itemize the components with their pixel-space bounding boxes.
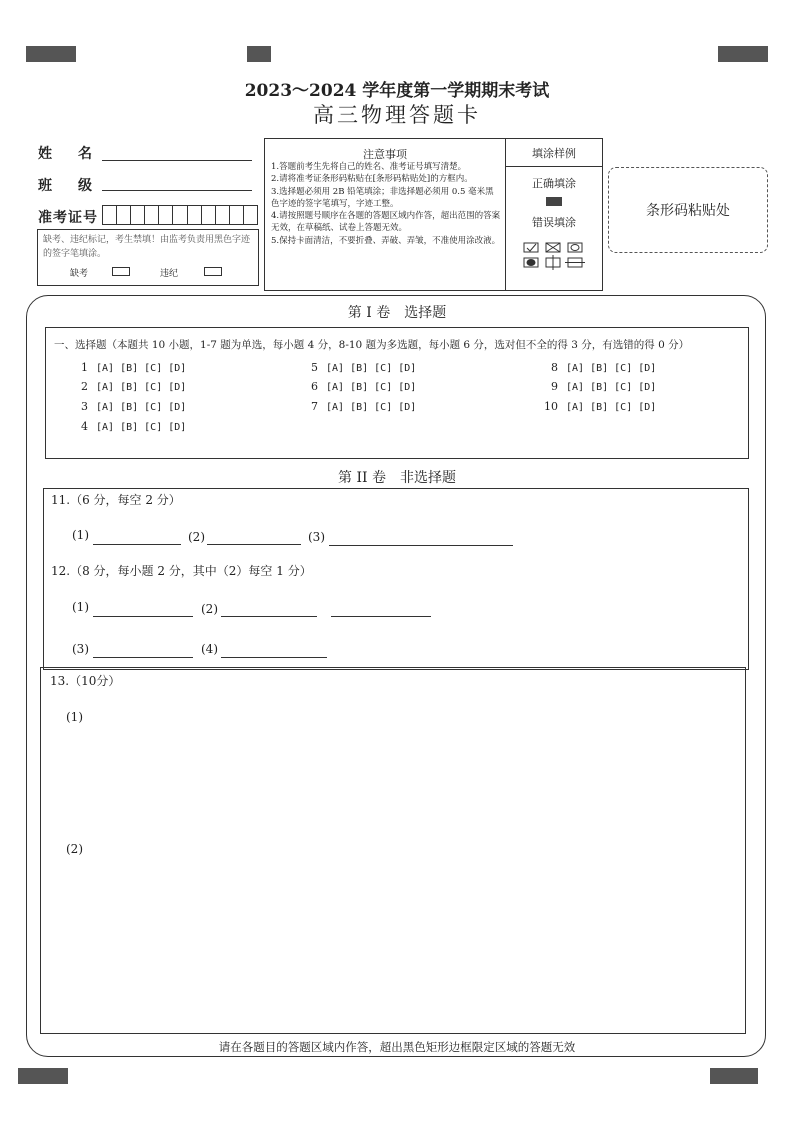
choice-number: 9: [551, 380, 558, 393]
choice-number: 2: [81, 380, 88, 393]
notice-items: [271, 161, 501, 247]
choice-options[interactable]: [A] [B] [C] [D]: [566, 363, 657, 374]
choice-number: 1: [81, 361, 88, 374]
wrong-fill-samples: [506, 239, 602, 273]
q13-part1-label: (1): [66, 710, 83, 724]
q11-blank1-label: (1): [72, 528, 89, 542]
q13-part2-label: (2): [66, 842, 83, 856]
q12-blank3[interactable]: [93, 657, 193, 658]
correct-fill-label: 正确填涂: [532, 177, 576, 190]
exam-id-label: 准考证号: [38, 210, 98, 226]
wrong-fill-label: 错误填涂: [532, 216, 576, 229]
choice-number: 6: [311, 380, 318, 393]
notice-item-1: 1.答题前考生先将自己的姓名、准考证号填写清楚。: [271, 162, 467, 172]
exam-id-cell[interactable]: [159, 206, 173, 224]
choice-number: 7: [311, 400, 318, 413]
name-field[interactable]: [102, 160, 252, 161]
choice-instruction: 一、选择题（本题共 10 小题，1-7 题为单选，每小题 4 分，8-10 题为多选题，每小题 6 分，选对但不全的得 3 分，有选错的得 0 分）: [54, 339, 690, 351]
q12-blank4-label: (4): [201, 642, 218, 656]
absent-label: 缺考: [70, 269, 89, 279]
q12-blank1[interactable]: [93, 616, 193, 617]
choice-options[interactable]: [A] [B] [C] [D]: [96, 402, 187, 413]
choice-options[interactable]: [A] [B] [C] [D]: [96, 363, 187, 374]
footer-note: 请在各题目的答题区域内作答，超出黑色矩形边框限定区域的答题无效: [218, 1040, 576, 1054]
notice-item-3: 3.选择题必须用 2B 铅笔填涂；非选择题必须用 0.5 毫米黑色字迹的签字笔填写，字迹工整。: [271, 186, 494, 209]
notice-item-5: 5.保持卡面清洁，不要折叠、弄破、弄皱，不准使用涂改液。: [271, 235, 501, 246]
notice-box: [264, 138, 603, 291]
choice-number: 4: [81, 420, 88, 433]
exam-id-cell[interactable]: [188, 206, 202, 224]
q12-blank2b[interactable]: [331, 616, 431, 617]
exam-id-cell[interactable]: [216, 206, 230, 224]
choice-options[interactable]: [A] [B] [C] [D]: [96, 422, 187, 433]
part1-title: 第 I 卷 选择题: [347, 305, 447, 321]
q11-blank3[interactable]: [329, 545, 513, 546]
exam-id-grid[interactable]: [102, 205, 258, 225]
choice-number: 5: [311, 361, 318, 374]
choice-options[interactable]: [A] [B] [C] [D]: [326, 382, 417, 393]
exam-id-cell[interactable]: [103, 206, 117, 224]
violation-label: 违纪: [160, 269, 179, 279]
q11-heading: 11.（6 分，每空 2 分）: [51, 493, 181, 507]
q13-answer-area[interactable]: [40, 667, 746, 1034]
violation-checkbox[interactable]: [204, 267, 222, 276]
part2-title: 第 II 卷 非选择题: [338, 470, 456, 486]
class-field[interactable]: [102, 190, 252, 191]
choice-options[interactable]: [A] [B] [C] [D]: [96, 382, 187, 393]
q11-blank3-label: (3): [308, 530, 325, 544]
correct-fill-sample: [546, 197, 562, 206]
q12-blank2a[interactable]: [221, 616, 317, 617]
q11-blank2-label: (2): [188, 530, 205, 544]
q12-blank4[interactable]: [221, 657, 327, 658]
q11-blank2[interactable]: [207, 544, 301, 545]
notice-title: 注意事项: [363, 148, 407, 161]
corner-mark-top-right: [718, 46, 768, 62]
exam-id-cell[interactable]: [117, 206, 131, 224]
choice-number: 10: [544, 400, 558, 413]
fill-sample-title: 填涂样例: [506, 139, 602, 167]
choice-options[interactable]: [A] [B] [C] [D]: [566, 382, 657, 393]
choice-number: 8: [551, 361, 558, 374]
exam-id-cell[interactable]: [202, 206, 216, 224]
exam-title: 2023～2024 学年度第一学期期末考试: [244, 81, 550, 101]
exam-id-cell[interactable]: [244, 206, 257, 224]
notice-item-2: 2.请将准考证条形码粘贴在[条形码粘贴处]的方框内。: [271, 174, 473, 185]
exam-id-cell[interactable]: [145, 206, 159, 224]
corner-mark-top-left: [26, 46, 76, 62]
barcode-label: 条形码粘贴处: [646, 203, 730, 219]
corner-mark-bottom-right: [710, 1068, 758, 1084]
q11-blank1[interactable]: [93, 544, 181, 545]
q12-heading: 12.（8 分，每小题 2 分，其中（2）每空 1 分）: [51, 564, 312, 578]
absent-checkbox[interactable]: [112, 267, 130, 276]
corner-mark-top-center: [247, 46, 271, 62]
corner-mark-bottom-left: [18, 1068, 68, 1084]
barcode-area[interactable]: [608, 167, 768, 253]
q12-blank3-label: (3): [72, 642, 89, 656]
choice-number: 3: [81, 400, 88, 413]
q12-blank2-label: (2): [201, 602, 218, 616]
choice-options[interactable]: [A] [B] [C] [D]: [326, 363, 417, 374]
exam-id-cell[interactable]: [230, 206, 244, 224]
q12-blank1-label: (1): [72, 600, 89, 614]
choice-options[interactable]: [A] [B] [C] [D]: [326, 402, 417, 413]
absent-box: [37, 229, 259, 286]
exam-id-cell[interactable]: [131, 206, 145, 224]
absent-note: 缺考、违纪标记，考生禁填！由监考负责用黑色字迹的签字笔填涂。: [43, 235, 251, 259]
name-label: 姓 名: [38, 146, 98, 162]
card-title: 高三物理答题卡: [313, 103, 481, 127]
choice-options[interactable]: [A] [B] [C] [D]: [566, 402, 657, 413]
notice-item-4: 4.请按照题号顺序在各题的答题区域内作答，超出范围的答案无效，在草稿纸、试卷上答题无效。: [271, 211, 501, 234]
q11-q12-section: [43, 488, 749, 670]
fill-sample-section: [506, 139, 602, 290]
exam-id-cell[interactable]: [173, 206, 187, 224]
notice-section: [265, 139, 506, 290]
choice-section: [45, 327, 749, 459]
q13-heading: 13.（10分）: [50, 674, 121, 688]
class-label: 班 级: [38, 178, 98, 194]
